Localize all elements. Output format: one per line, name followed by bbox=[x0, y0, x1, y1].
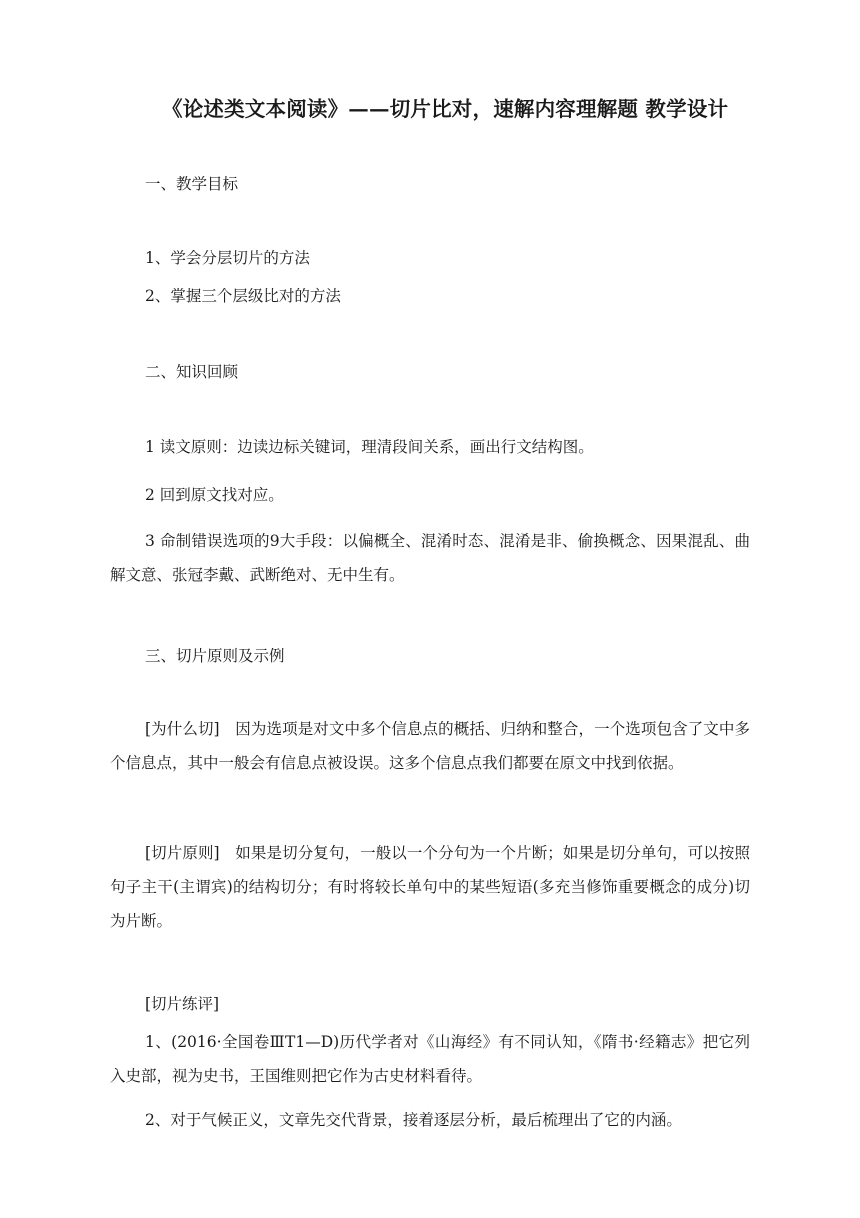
paragraph-why-slice: [为什么切] 因为选项是对文中多个信息点的概括、归纳和整合，一个选项包含了文中多个信息点，其中一般会有信息点被设误。这多个信息点我们都要在原文中找到依据。 bbox=[110, 720, 750, 772]
page-title: 《论述类文本阅读》——切片比对，速解内容理解题 教学设计 bbox=[162, 97, 729, 121]
document-page bbox=[110, 0, 750, 1218]
practice-heading: [切片练评] bbox=[145, 995, 220, 1013]
section-heading-objectives: 一、教学目标 bbox=[145, 175, 239, 193]
objective-item: 2、掌握三个层级比对的方法 bbox=[145, 287, 341, 305]
practice-item: 2、对于气候正义，文章先交代背景，接着逐层分析，最后梳理出了它的内涵。 bbox=[145, 1111, 682, 1129]
review-item: 1 读文原则：边读边标关键词，理清段间关系，画出行文结构图。 bbox=[145, 438, 594, 456]
practice-item: 1、(2016·全国卷ⅢT1—D)历代学者对《山海经》有不同认知，《隋书·经籍志》把它列入史部，视为史书，王国维则把它作为古史材料看待。 bbox=[110, 1033, 750, 1085]
section-heading-principles: 三、切片原则及示例 bbox=[145, 647, 285, 665]
paragraph-slice-principle: [切片原则] 如果是切分复句，一般以一个分句为一个片断；如果是切分单句，可以按照句子主干(主谓宾)的结构切分；有时将较长单句中的某些短语(多充当修饰重要概念的成分)切为片断。 bbox=[110, 844, 750, 930]
review-item: 3 命制错误选项的9大手段：以偏概全、混淆时态、混淆是非、偷换概念、因果混乱、曲解文意、张冠李戴、武断绝对、无中生有。 bbox=[110, 532, 750, 584]
section-heading-review: 二、知识回顾 bbox=[145, 363, 239, 381]
review-item: 2 回到原文找对应。 bbox=[145, 486, 284, 504]
objective-item: 1、学会分层切片的方法 bbox=[145, 249, 310, 267]
